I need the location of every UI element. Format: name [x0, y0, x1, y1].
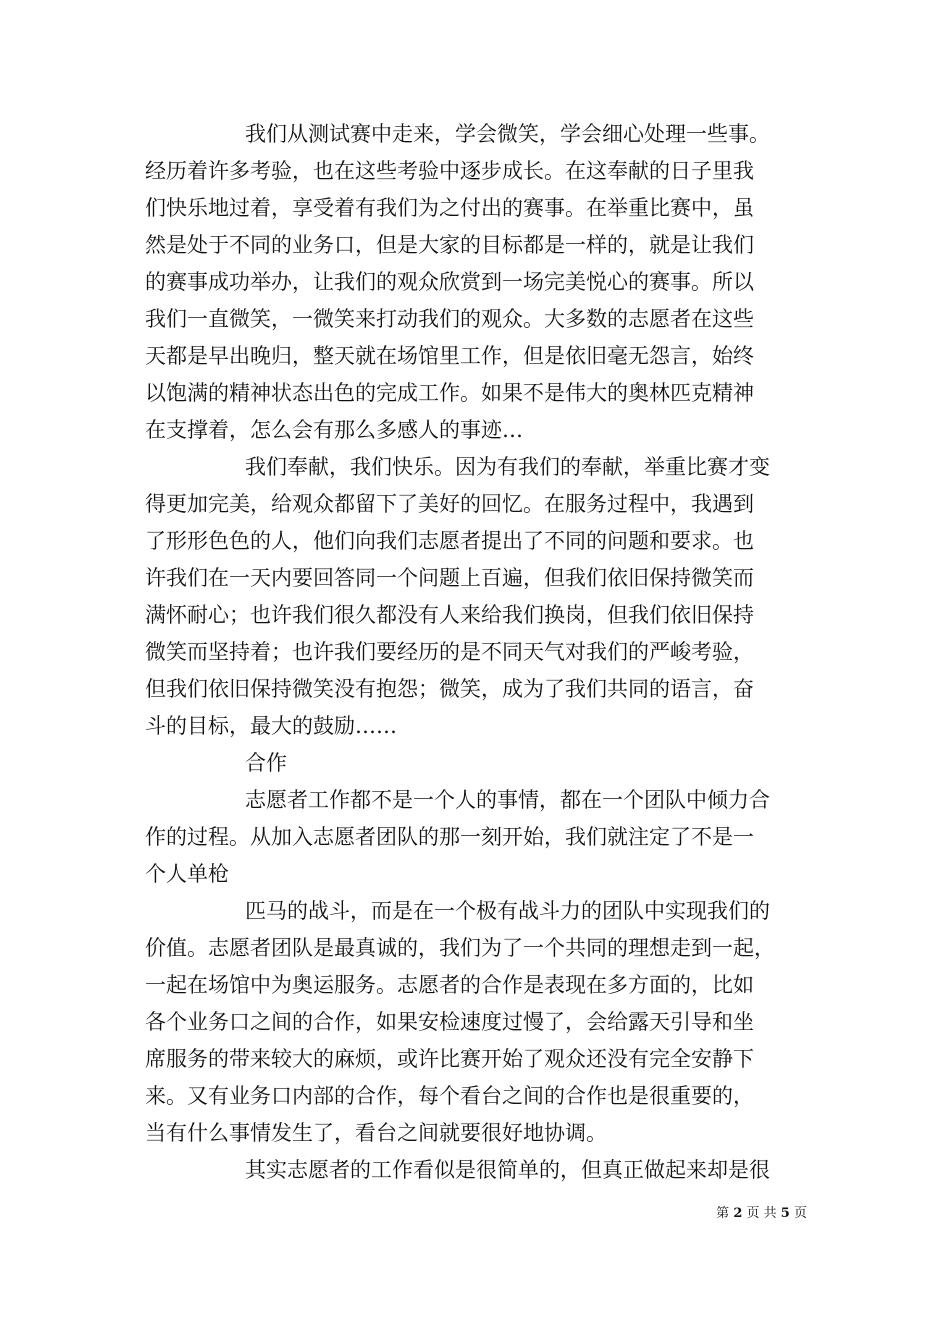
text-line: 微笑而坚持着；也许我们要经历的是不同天气对我们的严峻考验， — [145, 640, 754, 664]
text-line: 斗的目标，最大的鼓励…… — [145, 714, 397, 738]
footer-suffix: 页 — [793, 1206, 807, 1221]
text-line: 然是处于不同的业务口，但是大家的目标都是一样的，就是让我们 — [145, 233, 754, 257]
text-line: 我们从测试赛中走来，学会微笑，学会细心处理一些事。 — [245, 122, 770, 146]
text-line: 价值。志愿者团队是最真诚的，我们为了一个共同的理想走到一起， — [145, 936, 775, 960]
text-line: 匹马的战斗，而是在一个极有战斗力的团队中实现我们的 — [245, 899, 770, 923]
text-line: 作的过程。从加入志愿者团队的那一刻开始，我们就注定了不是一 — [145, 825, 754, 849]
text-line: 以饱满的精神状态出色的完成工作。如果不是伟大的奥林匹克精神 — [145, 381, 754, 405]
text-line: 们快乐地过着，享受着有我们为之付出的赛事。在举重比赛中，虽 — [145, 196, 754, 220]
text-line: 当有什么事情发生了，看台之间就要很好地协调。 — [145, 1121, 607, 1145]
footer-prefix: 第 — [716, 1206, 730, 1221]
text-line: 得更加完美，给观众都留下了美好的回忆。在服务过程中，我遇到 — [145, 492, 754, 516]
text-line: 各个业务口之间的合作，如果安检速度过慢了，会给露天引导和坐 — [145, 1010, 754, 1034]
text-line: 来。又有业务口内部的合作，每个看台之间的合作也是很重要的， — [145, 1084, 754, 1108]
text-line: 合作 — [245, 751, 287, 775]
text-line: 满怀耐心；也许我们很久都没有人来给我们换岗，但我们依旧保持 — [145, 603, 754, 627]
text-line: 的赛事成功举办，让我们的观众欣赏到一场完美悦心的赛事。所以 — [145, 270, 754, 294]
text-line: 我们一直微笑，一微笑来打动我们的观众。大多数的志愿者在这些 — [145, 307, 754, 331]
text-line: 了形形色色的人，他们向我们志愿者提出了不同的问题和要求。也 — [145, 529, 754, 553]
text-line: 志愿者工作都不是一个人的事情，都在一个团队中倾力合 — [245, 788, 770, 812]
text-line: 个人单枪 — [145, 862, 229, 886]
text-line: 我们奉献，我们快乐。因为有我们的奉献，举重比赛才变 — [245, 455, 770, 479]
body-text — [145, 116, 815, 1189]
text-line: 一起在场馆中为奥运服务。志愿者的合作是表现在多方面的，比如 — [145, 973, 754, 997]
text-line: 在支撑着，怎么会有那么多感人的事迹… — [145, 418, 523, 442]
text-line: 许我们在一天内要回答同一个问题上百遍，但我们依旧保持微笑而 — [145, 566, 754, 590]
footer-current-page: 2 — [733, 1206, 743, 1221]
text-line: 天都是早出晚归，整天就在场馆里工作，但是依旧毫无怨言，始终 — [145, 344, 754, 368]
text-line: 经历着许多考验，也在这些考验中逐步成长。在这奉献的日子里我 — [145, 159, 754, 183]
text-line: 其实志愿者的工作看似是很简单的，但真正做起来却是很 — [245, 1158, 770, 1182]
page-footer — [716, 1202, 807, 1221]
footer-total-pages: 5 — [780, 1206, 790, 1221]
footer-middle: 页 共 — [746, 1206, 777, 1221]
text-line: 席服务的带来较大的麻烦，或许比赛开始了观众还没有完全安静下 — [145, 1047, 754, 1071]
text-line: 但我们依旧保持微笑没有抱怨；微笑，成为了我们共同的语言，奋 — [145, 677, 754, 701]
